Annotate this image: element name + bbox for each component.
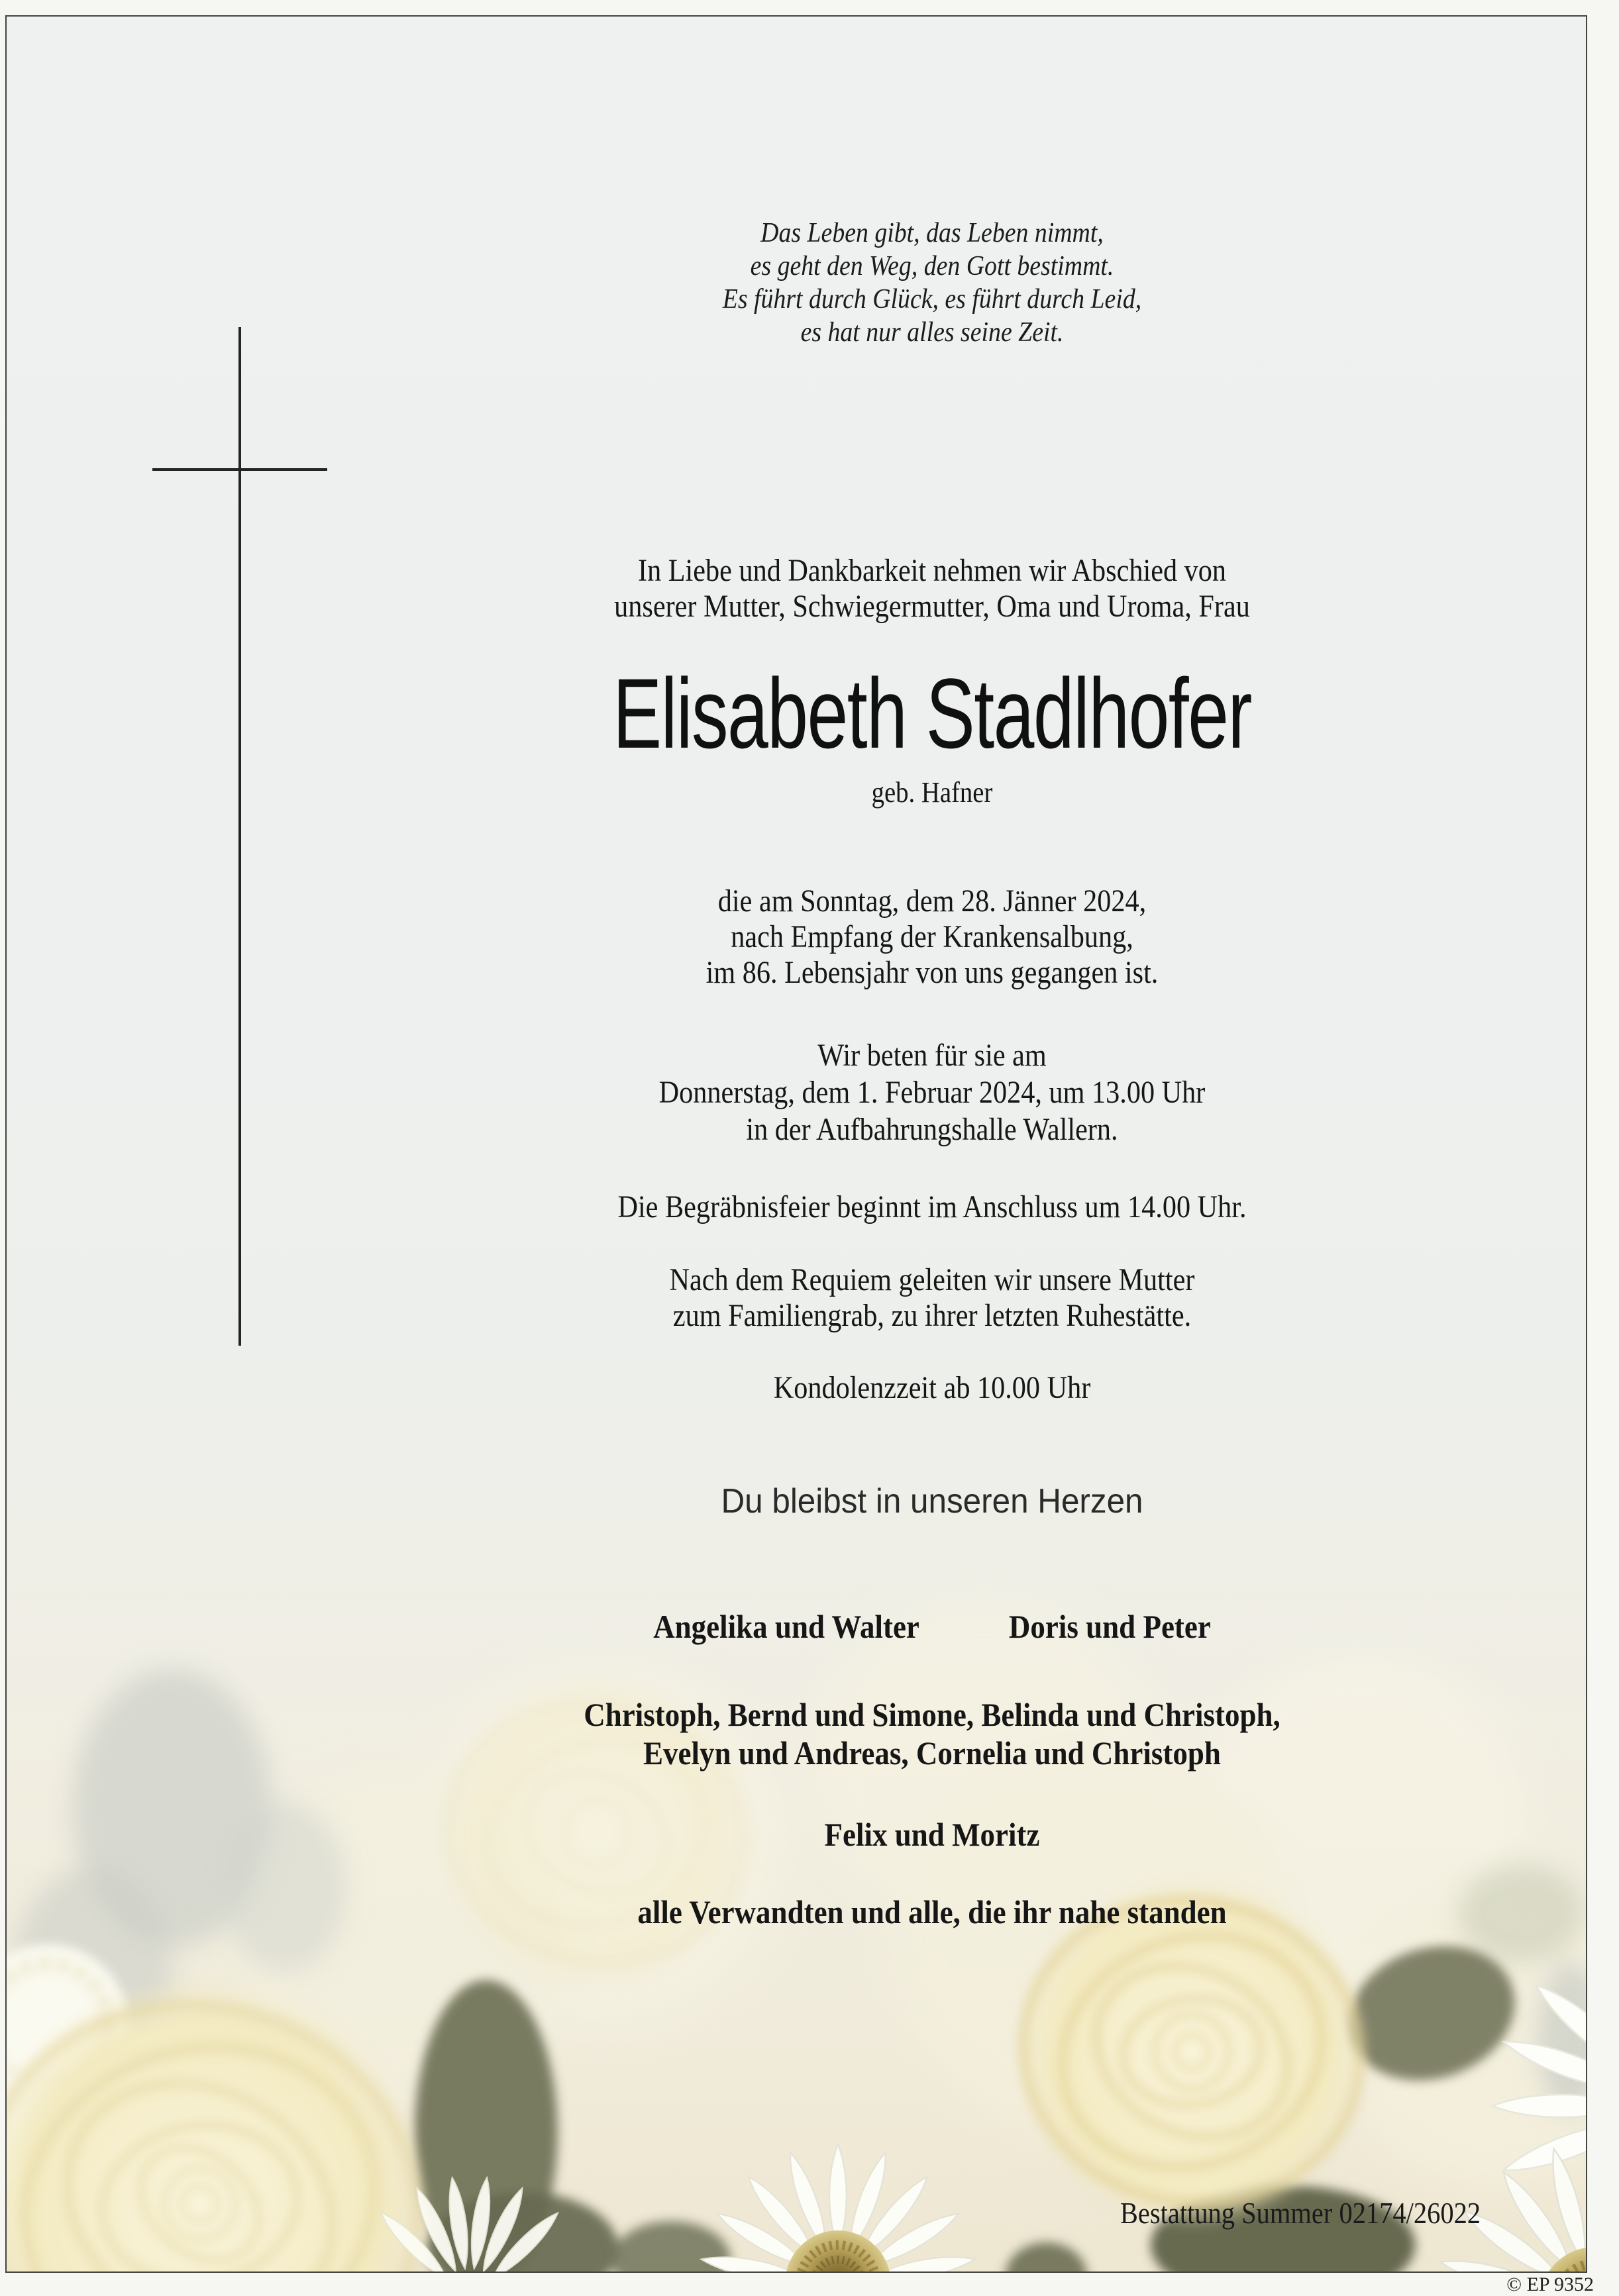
mourners-children-left: Angelika und Walter: [653, 1608, 919, 1645]
maiden-name: geb. Hafner: [871, 776, 993, 809]
prayer-info: [253, 1037, 1587, 1148]
intro: [253, 553, 1587, 624]
passing-line: nach Empfang der Krankensalbung,: [731, 919, 1133, 954]
intro-line: In Liebe und Dankbarkeit nehmen wir Abschied von: [638, 553, 1226, 588]
funeral-info: [253, 1189, 1587, 1225]
mourners-children: [253, 1608, 1587, 1645]
passing-info: [253, 883, 1587, 991]
flower-background-image: [7, 1305, 1586, 2271]
prayer-line: in der Aufbahrungshalle Wallern.: [746, 1112, 1118, 1147]
prayer-line: Donnerstag, dem 1. Februar 2024, um 13.00 Uhr: [658, 1075, 1206, 1110]
funeral-home-credit: Bestattung Summer 02174/26022: [1120, 2196, 1481, 2230]
farewell-line: Du bleibst in unseren Herzen: [721, 1482, 1143, 1521]
poem-line: es hat nur alles seine Zeit.: [800, 317, 1064, 348]
poem: [253, 217, 1587, 349]
passing-line: die am Sonntag, dem 28. Jänner 2024,: [717, 883, 1147, 919]
grandchildren-line: Christoph, Bernd und Simone, Belinda und Christoph,: [584, 1696, 1280, 1733]
poem-line: Das Leben gibt, das Leben nimmt,: [760, 218, 1104, 248]
obituary-card: [5, 15, 1587, 2273]
requiem-info: [253, 1262, 1587, 1334]
intro-line: unserer Mutter, Schwiegermutter, Oma und Uroma, Frau: [614, 589, 1250, 624]
print-mark: © EP 9352: [1506, 2273, 1594, 2295]
requiem-line: Nach dem Requiem geleiten wir unsere Mutter: [669, 1262, 1195, 1297]
mourners-grandchildren: [253, 1695, 1587, 1772]
condolence-line: Kondolenzzeit ab 10.00 Uhr: [773, 1370, 1091, 1405]
deceased-name: Elisabeth Stadlhofer: [613, 658, 1251, 769]
mourners-relatives: alle Verwandten und alle, die ihr nahe standen: [637, 1893, 1227, 1930]
prayer-line: Wir beten für sie am: [817, 1038, 1047, 1073]
grandchildren-line: Evelyn und Andreas, Cornelia und Christoph: [643, 1734, 1221, 1772]
poem-line: Es führt durch Glück, es führt durch Leid,: [722, 284, 1142, 315]
condolence-info: [253, 1370, 1587, 1406]
requiem-line: zum Familiengrab, zu ihrer letzten Ruhestätte.: [672, 1298, 1192, 1333]
passing-line: im 86. Lebensjahr von uns gegangen ist.: [705, 955, 1159, 990]
mourners-children-right: Doris und Peter: [1008, 1608, 1211, 1645]
mourners-great-grandchildren: Felix und Moritz: [824, 1816, 1040, 1853]
funeral-line: Die Begräbnisfeier beginnt im Anschluss um 14.00 Uhr.: [617, 1189, 1247, 1224]
poem-line: es geht den Weg, den Gott bestimmt.: [750, 251, 1114, 281]
